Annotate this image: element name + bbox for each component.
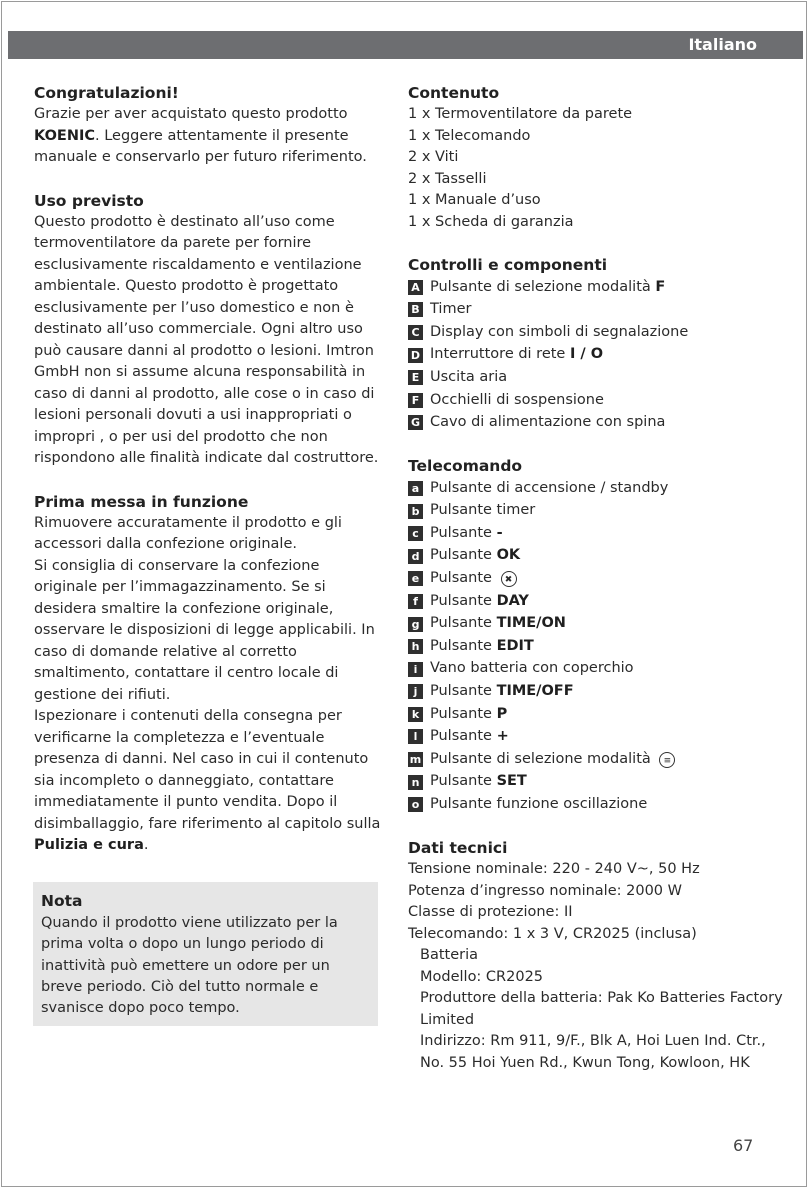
mode-symbol-icon: ≡: [659, 752, 675, 768]
key-badge: h: [408, 639, 423, 654]
first-use-p2: Si consiglia di conservare la confezione originale per l’immagazzinamento. Se si desidera smaltire la confezione originale, osservare le disposizioni di legge applicabili. In caso di domande relative al corretto smaltimento, contattare il centro locale di gestione dei rifiuti.: [34, 557, 375, 703]
key-badge: n: [408, 775, 423, 790]
congrats-text-b: . Leggere attentamente il presente manuale e conservarlo per futuro riferimento.: [34, 127, 367, 165]
remote-item-j: [408, 681, 788, 704]
key-badge: l: [408, 729, 423, 744]
remote-item-a: [408, 477, 788, 500]
list-item: 1 x Scheda di garanzia: [408, 213, 574, 230]
list-item: 2 x Tasselli: [408, 170, 487, 187]
item-bold-label: EDIT: [496, 637, 534, 654]
congrats-title: Congratulazioni!: [34, 84, 179, 102]
remote-item-h: [408, 635, 788, 658]
remote-section: [408, 455, 788, 816]
remote-item-f: [408, 590, 788, 613]
congrats-section: [34, 82, 384, 169]
key-badge: C: [408, 325, 423, 340]
controls-list: [408, 276, 788, 434]
key-badge: E: [408, 370, 423, 385]
item-text: Occhielli di sospensione: [430, 391, 604, 408]
item-text: Pulsante: [430, 570, 497, 587]
spec-line: Telecomando: 1 x 3 V, CR2025 (inclusa): [408, 925, 697, 942]
remote-item-b: [408, 500, 788, 523]
item-text: Uscita aria: [430, 368, 508, 385]
contents-section: [408, 82, 788, 233]
fan-symbol-icon: ✖: [501, 571, 517, 587]
item-text: Pulsante: [430, 705, 497, 722]
item-bold-label: SET: [496, 773, 527, 790]
key-badge: F: [408, 393, 423, 408]
specs-section: [408, 837, 788, 1074]
item-bold-label: P: [496, 705, 508, 722]
spec-line: Classe di protezione: II: [408, 904, 573, 921]
key-badge: d: [408, 549, 423, 564]
key-badge: c: [408, 526, 423, 541]
controls-item-A: [408, 276, 788, 299]
key-badge: j: [408, 684, 423, 699]
key-badge: o: [408, 797, 423, 812]
list-item: 1 x Termoventilatore da parete: [408, 106, 633, 122]
item-text: Display con simboli di segnalazione: [430, 323, 689, 340]
battery-line: Batteria: [420, 947, 478, 964]
item-bold-label: -: [496, 524, 503, 541]
key-badge: i: [408, 662, 423, 677]
page-number: 67: [733, 1136, 754, 1155]
controls-item-D: [408, 344, 788, 367]
item-text: Pulsante funzione oscillazione: [430, 796, 648, 813]
key-badge: G: [408, 415, 423, 430]
battery-line: Modello: CR2025: [420, 968, 544, 985]
controls-title: Controlli e componenti: [408, 256, 608, 274]
controls-item-B: [408, 299, 788, 322]
list-item: 1 x Manuale d’uso: [408, 192, 541, 208]
remote-item-n: [408, 771, 788, 794]
item-bold-label: OK: [496, 547, 521, 564]
remote-item-c: [408, 522, 788, 545]
item-text: Pulsante di accensione / standby: [430, 479, 669, 496]
item-text: Vano batteria con coperchio: [430, 660, 634, 677]
item-bold-label: +: [496, 728, 509, 745]
item-bold-label: DAY: [496, 592, 529, 609]
right-column: [408, 82, 788, 1095]
language-header-bar: [8, 31, 803, 59]
remote-list: [408, 477, 788, 816]
list-item: 2 x Viti: [408, 149, 459, 165]
intended-use-title: Uso previsto: [34, 191, 144, 210]
contents-title: Contenuto: [408, 84, 500, 102]
controls-item-G: [408, 412, 788, 435]
item-text: Interruttore di rete: [430, 346, 570, 363]
item-text: Cavo di alimentazione con spina: [430, 414, 666, 431]
item-bold-label: F: [655, 278, 666, 295]
item-bold-label: TIME/ON: [496, 615, 566, 632]
list-item: 1 x Telecomando: [408, 127, 531, 144]
specs-title: Dati tecnici: [408, 839, 508, 858]
first-use-section: [34, 491, 384, 857]
spec-line: Tensione nominale: 220 - 240 V~, 50 Hz: [408, 861, 700, 878]
item-text: Pulsante timer: [430, 502, 536, 519]
key-badge: g: [408, 617, 423, 632]
spec-line: Potenza d’ingresso nominale: 2000 W: [408, 882, 682, 899]
remote-item-o: [408, 793, 788, 816]
cleaning-chapter-ref: Pulizia e cura: [34, 837, 144, 853]
item-bold-label: I / O: [569, 346, 604, 363]
first-use-p3-b: .: [143, 837, 149, 853]
remote-item-k: [408, 703, 788, 726]
item-text: Pulsante: [430, 683, 497, 700]
key-badge: B: [408, 302, 423, 317]
controls-section: [408, 254, 788, 434]
remote-item-g: [408, 613, 788, 636]
note-box: [33, 882, 378, 1026]
controls-item-E: [408, 366, 788, 389]
battery-info: [408, 945, 788, 1074]
battery-line: Produttore della batteria: Pak Ko Batteries Factory Limited: [420, 990, 783, 1028]
brand-name: KOENIC: [34, 127, 95, 144]
key-badge: f: [408, 594, 423, 609]
remote-item-d: [408, 545, 788, 568]
first-use-title: Prima messa in funzione: [34, 492, 249, 511]
key-badge: k: [408, 707, 423, 722]
remote-item-e: [408, 568, 788, 591]
first-use-p1: Rimuovere accuratamente il prodotto e gli accessori dalla confezione originale.: [34, 514, 342, 552]
item-bold-label: TIME/OFF: [496, 683, 574, 700]
controls-item-F: [408, 389, 788, 412]
remote-item-i: [408, 658, 788, 681]
item-text: Pulsante: [430, 728, 497, 745]
item-text: Pulsante: [430, 524, 497, 541]
item-text: Pulsante: [430, 637, 497, 654]
item-text: Timer: [430, 301, 472, 318]
congrats-text-a: Grazie per aver acquistato questo prodotto: [34, 106, 348, 122]
left-column: [34, 82, 384, 878]
remote-item-l: [408, 726, 788, 749]
congrats-text: [34, 104, 384, 169]
note-text: Quando il prodotto viene utilizzato per la prima volta o dopo un lungo periodo di inattività può emettere un odore per un breve periodo. Ciò del tutto normale e svanisce dopo poco tempo.: [41, 915, 338, 1017]
item-text: Pulsante: [430, 592, 497, 609]
key-badge: a: [408, 481, 423, 496]
note-title: Nota: [41, 892, 83, 910]
key-badge: e: [408, 571, 423, 586]
key-badge: A: [408, 280, 423, 295]
item-text: Pulsante di selezione modalità: [430, 750, 656, 767]
language-label: Italiano: [688, 35, 757, 54]
item-text: Pulsante di selezione modalità: [430, 278, 656, 295]
controls-item-C: [408, 321, 788, 344]
key-badge: b: [408, 504, 423, 519]
intended-use-text: Questo prodotto è destinato all’uso come termoventilatore da parete per fornire esclusivamente riscaldamento e ventilazione ambientale. Questo prodotto è progettato esclusivamente per l’uso domestico e non è destinato all’uso commerciale. Ogni altro uso può causare danni al prodotto o lesioni. Imtron GmbH non si assume alcuna responsabilità in caso di danni al prodotto, alle cose o in caso di lesioni personali dovuti a usi inappropriati o impropri , o per usi del prodotto che non rispondono alle finalità indicate dal costruttore.: [34, 213, 379, 466]
item-text: Pulsante: [430, 615, 497, 632]
battery-line: Indirizzo: Rm 911, 9/F., Blk A, Hoi Luen Ind. Ctr., No. 55 Hoi Yuen Rd., Kwun Tong, Kowloon, HK: [420, 1033, 766, 1071]
intended-use-section: [34, 190, 384, 470]
remote-title: Telecomando: [408, 457, 523, 476]
key-badge: D: [408, 348, 423, 363]
first-use-p3-a: Ispezionare i contenuti della consegna per verificarne la completezza e l’eventuale presenza di danni. Nel caso in cui il contenuto sia incompleto o danneggiato, contattare immediatamente il punto vendita. Dopo il disimballaggio, fare riferimento al capitolo sulla: [34, 708, 381, 832]
first-use-p3: [34, 706, 384, 857]
item-text: Pulsante: [430, 773, 497, 790]
contents-list: [408, 104, 788, 233]
item-text: Pulsante: [430, 547, 497, 564]
remote-item-m: [408, 748, 788, 771]
key-badge: m: [409, 753, 422, 767]
